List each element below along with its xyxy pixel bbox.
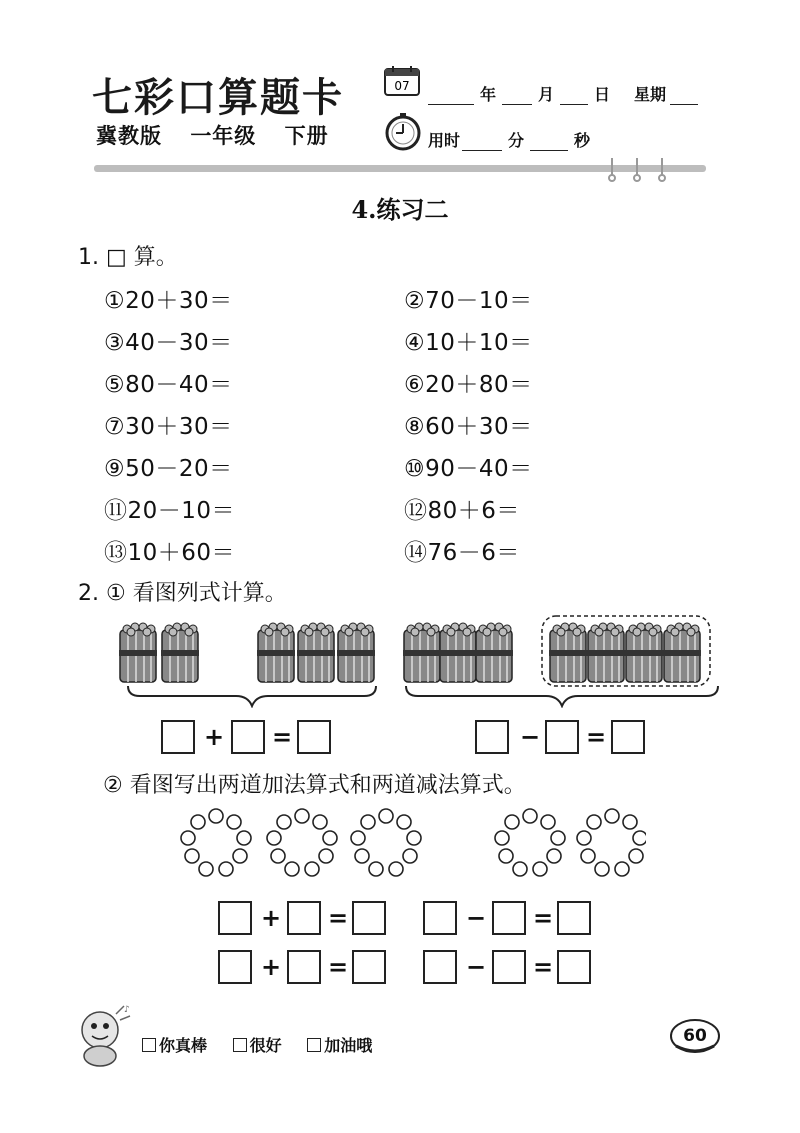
- answer-box[interactable]: [475, 720, 509, 754]
- binder-rings-icon: [604, 156, 674, 184]
- stick-bundle: [475, 623, 513, 682]
- praise-option-keep-going[interactable]: [307, 1036, 372, 1055]
- minutes-blank[interactable]: [462, 134, 502, 151]
- bead-ring: [495, 809, 565, 876]
- answer-box[interactable]: [545, 720, 579, 754]
- problem-2: ②70－10＝: [404, 288, 533, 314]
- stick-bundle: [161, 623, 199, 682]
- date-fill-row: [428, 82, 698, 105]
- problem-6: ⑥20＋80＝: [404, 372, 533, 398]
- answer-box[interactable]: [557, 950, 591, 984]
- problem-3: ③40－30＝: [104, 330, 233, 356]
- equals-sign: =: [327, 953, 349, 981]
- answer-box[interactable]: [231, 720, 265, 754]
- calendar-icon: [384, 66, 420, 96]
- checkbox[interactable]: [142, 1038, 156, 1052]
- stick-bundle: [439, 623, 477, 682]
- seconds-blank[interactable]: [530, 134, 568, 151]
- stick-bundle: [297, 623, 335, 682]
- problem-4: ④10＋10＝: [404, 330, 533, 356]
- problem-14: ⑭76－6＝: [404, 540, 520, 566]
- checkbox[interactable]: [307, 1038, 321, 1052]
- brand-title: 七彩口算题卡: [92, 74, 344, 121]
- clock-icon: [383, 112, 423, 152]
- edition-line: [96, 120, 349, 150]
- page-number: 60: [683, 1026, 707, 1046]
- answer-box[interactable]: [161, 720, 195, 754]
- lesson-title: 4.练习二: [351, 195, 449, 224]
- problem-7: ⑦30＋30＝: [104, 414, 233, 440]
- self-assessment-row: [142, 1033, 392, 1056]
- checkbox[interactable]: [233, 1038, 247, 1052]
- answer-box[interactable]: [218, 950, 252, 984]
- section-2-title: 2. ① 看图列式计算。: [78, 581, 287, 606]
- minus-sign: −: [519, 723, 541, 751]
- month-blank[interactable]: [502, 88, 532, 105]
- year-blank[interactable]: [428, 88, 474, 105]
- equals-sign: =: [327, 904, 349, 932]
- mascot-icon: [70, 1000, 140, 1070]
- edition-volume: 下册: [284, 124, 329, 148]
- problem-11: ⑪20－10＝: [104, 498, 236, 524]
- bead-rings-figure: [176, 804, 646, 884]
- problem-9: ⑨50－20＝: [104, 456, 233, 482]
- problem-5: ⑤80－40＝: [104, 372, 233, 398]
- plus-sign: +: [260, 904, 282, 932]
- svg-text:♪: ♪: [124, 1005, 130, 1015]
- stick-bundles-figure: [110, 612, 720, 708]
- answer-box[interactable]: [423, 901, 457, 935]
- year-label: 年: [480, 85, 497, 104]
- praise-label: 加油哦: [324, 1036, 373, 1055]
- problem-13: ⑬10＋60＝: [104, 540, 236, 566]
- section-2-part-2-title: ② 看图写出两道加法算式和两道减法算式。: [103, 773, 526, 798]
- answer-box[interactable]: [611, 720, 645, 754]
- equals-sign: =: [271, 723, 293, 751]
- plus-sign: +: [260, 953, 282, 981]
- stick-bundle: [403, 623, 441, 682]
- answer-box[interactable]: [492, 901, 526, 935]
- praise-option-great[interactable]: [142, 1036, 207, 1055]
- problem-1: ①20＋30＝: [104, 288, 233, 314]
- minus-sign: −: [465, 953, 487, 981]
- bead-ring: [181, 809, 251, 876]
- stick-bundle: [663, 623, 701, 682]
- minus-sign: −: [465, 904, 487, 932]
- equals-sign: =: [532, 904, 554, 932]
- time-used-label: 用时: [428, 131, 461, 150]
- equals-sign: =: [585, 723, 607, 751]
- edition-publisher: 冀教版: [96, 124, 162, 148]
- left-brace: [128, 686, 376, 706]
- minutes-label: 分: [508, 131, 525, 150]
- month-label: 月: [538, 85, 555, 104]
- answer-box[interactable]: [218, 901, 252, 935]
- bead-ring: [351, 809, 421, 876]
- praise-label: 你真棒: [159, 1036, 208, 1055]
- plus-sign: +: [203, 723, 225, 751]
- seconds-label: 秒: [574, 131, 591, 150]
- section-1-title: 1. □ 算。: [78, 245, 178, 270]
- day-blank[interactable]: [560, 88, 588, 105]
- equals-sign: =: [532, 953, 554, 981]
- weekday-blank[interactable]: [670, 88, 698, 105]
- praise-label: 很好: [249, 1036, 282, 1055]
- praise-option-good[interactable]: [233, 1036, 282, 1055]
- calendar-number: 07: [394, 79, 410, 93]
- problem-10: ⑩90－40＝: [404, 456, 533, 482]
- answer-box[interactable]: [492, 950, 526, 984]
- answer-box[interactable]: [287, 950, 321, 984]
- stick-bundle: [257, 623, 295, 682]
- answer-box[interactable]: [352, 950, 386, 984]
- edition-grade: 一年级: [190, 124, 257, 148]
- answer-box[interactable]: [423, 950, 457, 984]
- time-fill-row: [428, 128, 596, 151]
- answer-box[interactable]: [287, 901, 321, 935]
- problem-8: ⑧60＋30＝: [404, 414, 533, 440]
- answer-box[interactable]: [352, 901, 386, 935]
- day-label: 日: [594, 85, 611, 104]
- weekday-label: 星期: [634, 85, 667, 104]
- bead-ring: [577, 809, 646, 876]
- stick-bundle: [625, 623, 663, 682]
- answer-box[interactable]: [557, 901, 591, 935]
- stick-bundle: [119, 623, 157, 682]
- stick-bundle: [587, 623, 625, 682]
- stick-bundle: [549, 623, 587, 682]
- right-brace: [406, 686, 718, 706]
- bead-ring: [267, 809, 337, 876]
- problem-12: ⑫80＋6＝: [404, 498, 520, 524]
- stick-bundle: [337, 623, 375, 682]
- answer-box[interactable]: [297, 720, 331, 754]
